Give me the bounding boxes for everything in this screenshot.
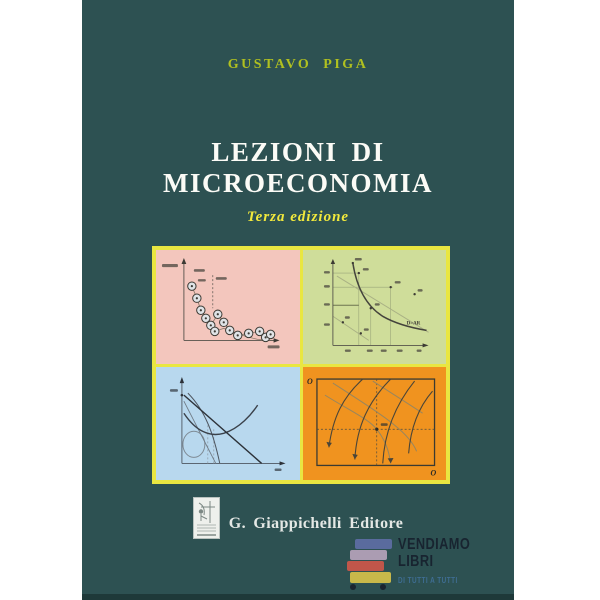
book-title-line1: LEZIONI DI	[211, 137, 385, 167]
panel-demand-curve	[303, 250, 447, 364]
book-cover	[82, 0, 514, 600]
cost-axes	[182, 381, 282, 463]
annotation-smudge-3	[198, 279, 206, 281]
publisher-name: G. Giappichelli Editore	[228, 515, 404, 532]
equilibrium-dot	[375, 427, 378, 430]
demand-line	[184, 395, 262, 463]
demand-curve-figure	[303, 250, 447, 364]
badge-line1: VENDIAMO	[398, 536, 471, 553]
x-axis-label-smudge	[275, 468, 282, 471]
average-cost-curve	[184, 405, 258, 434]
y-axis-label-smudge	[170, 389, 178, 392]
origin-label-a: O	[306, 376, 313, 386]
intercept-dot	[181, 393, 184, 396]
point-markers	[341, 262, 415, 335]
lower-segment-line	[332, 316, 368, 340]
author-name: GUSTAVO PIGA	[227, 57, 369, 72]
chart-grid	[152, 246, 450, 484]
y-axis-label-smudge	[162, 264, 178, 267]
panel-scatter-curve	[156, 250, 300, 364]
badge-line2: LIBRI	[398, 553, 434, 570]
annotation-smudge-2	[216, 277, 227, 280]
demand-curve-label: D=AR	[406, 321, 420, 327]
publisher-row	[82, 497, 514, 539]
x-tick-smudges	[344, 349, 421, 351]
scatter-points	[188, 282, 275, 342]
book-cart-icon	[340, 538, 394, 592]
scatter-curve-figure	[156, 250, 300, 364]
y-axis-arrow	[182, 258, 187, 264]
y-axis-arrow	[180, 377, 184, 383]
annotation-smudge-1	[194, 269, 205, 272]
book-title-line2: MICROECONOMIA	[163, 168, 433, 198]
indifference-curves-a	[328, 379, 432, 463]
badge-tagline: DI TUTTI A TUTTI	[398, 576, 458, 585]
equilibrium-label-smudge	[380, 423, 387, 426]
x-axis-arrow	[274, 338, 280, 342]
point-label-smudges	[344, 258, 422, 331]
x-axis-arrow	[280, 461, 286, 465]
x-axis-label-smudge	[268, 345, 280, 348]
indifference-curves-b	[324, 381, 422, 463]
edition-label: Terza edizione	[246, 209, 350, 225]
cost-curves-figure	[156, 367, 300, 481]
panel-cost-curves	[156, 367, 300, 481]
origin-label-b: O	[430, 467, 436, 477]
vendiamo-libri-badge	[340, 536, 514, 594]
edgeworth-box-figure	[303, 367, 447, 481]
hyperbolic-demand-curve	[352, 263, 426, 330]
giappichelli-logo-icon	[193, 497, 220, 539]
y-axis-arrow	[330, 259, 334, 264]
badge-text	[398, 536, 470, 585]
gridlines	[332, 273, 392, 345]
book-title	[82, 137, 514, 199]
y-tick-smudges	[323, 271, 329, 326]
x-axis-arrow	[422, 343, 428, 347]
panel-edgeworth-box	[303, 367, 447, 481]
cover-bottom-edge	[82, 594, 514, 600]
